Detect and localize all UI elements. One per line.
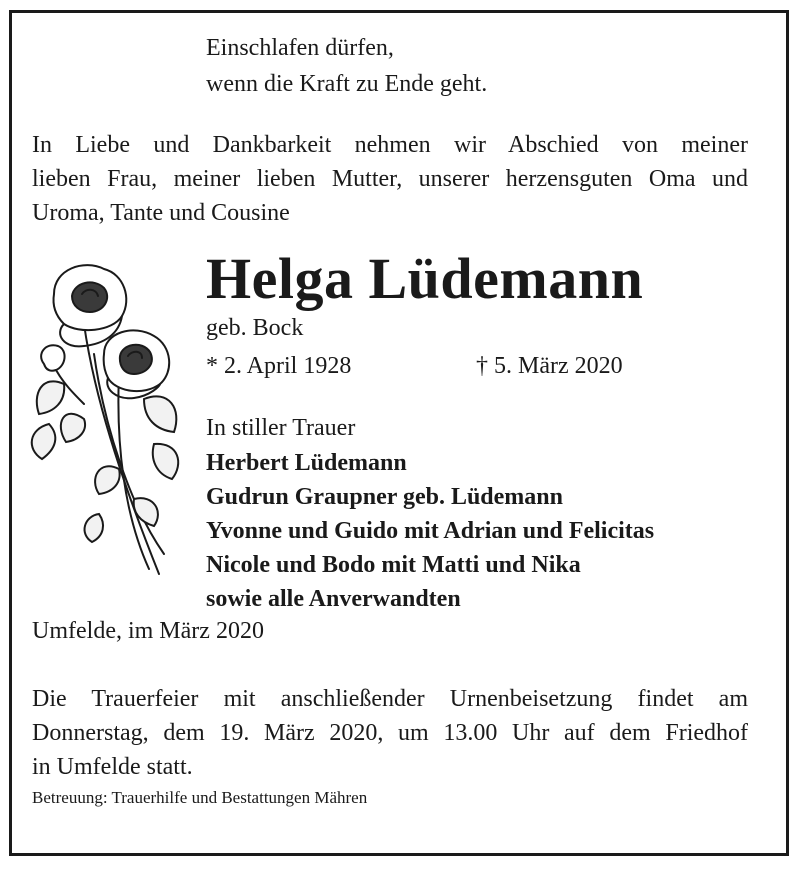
motto-line-1: Einschlafen dürfen, [206,35,394,61]
place-date: Umfelde, im März 2020 [32,618,264,644]
death-date: † 5. März 2020 [476,353,623,379]
mourning-heading: In stiller Trauer [206,415,356,441]
mourner-name: sowie alle Anverwandten [206,586,461,612]
maiden-name: geb. Bock [206,315,304,341]
service-notice [32,682,748,784]
service-line-3: in Umfelde statt. [32,754,193,780]
intro-line-1: In Liebe und Dankbarkeit nehmen wir Abschied von meiner [32,132,748,158]
service-line-2: Donnerstag, dem 19. März 2020, um 13.00 Uhr auf dem Friedhof [32,720,748,746]
deceased-name: Helga Lüdemann [206,246,644,311]
motto-line-2: wenn die Kraft zu Ende geht. [206,71,488,97]
intro-text [32,128,748,230]
mourner-name: Gudrun Graupner geb. Lüdemann [206,484,563,510]
intro-line-2: lieben Frau, meiner lieben Mutter, unserer herzensguten Oma und [32,166,748,192]
mourners-list [206,446,654,616]
birth-date: * 2. April 1928 [206,353,352,379]
mourner-name: Herbert Lüdemann [206,450,407,476]
motto [206,30,487,102]
intro-line-3: Uroma, Tante und Cousine [32,200,290,226]
mourner-name: Nicole und Bodo mit Matti und Nika [206,552,581,578]
service-line-1: Die Trauerfeier mit anschließender Urnenbeisetzung findet am [32,686,748,712]
roses-icon [24,254,184,584]
mourner-name: Yvonne und Guido mit Adrian und Felicitas [206,518,655,544]
funeral-home-credit: Betreuung: Trauerhilfe und Bestattungen Mähren [32,788,368,807]
